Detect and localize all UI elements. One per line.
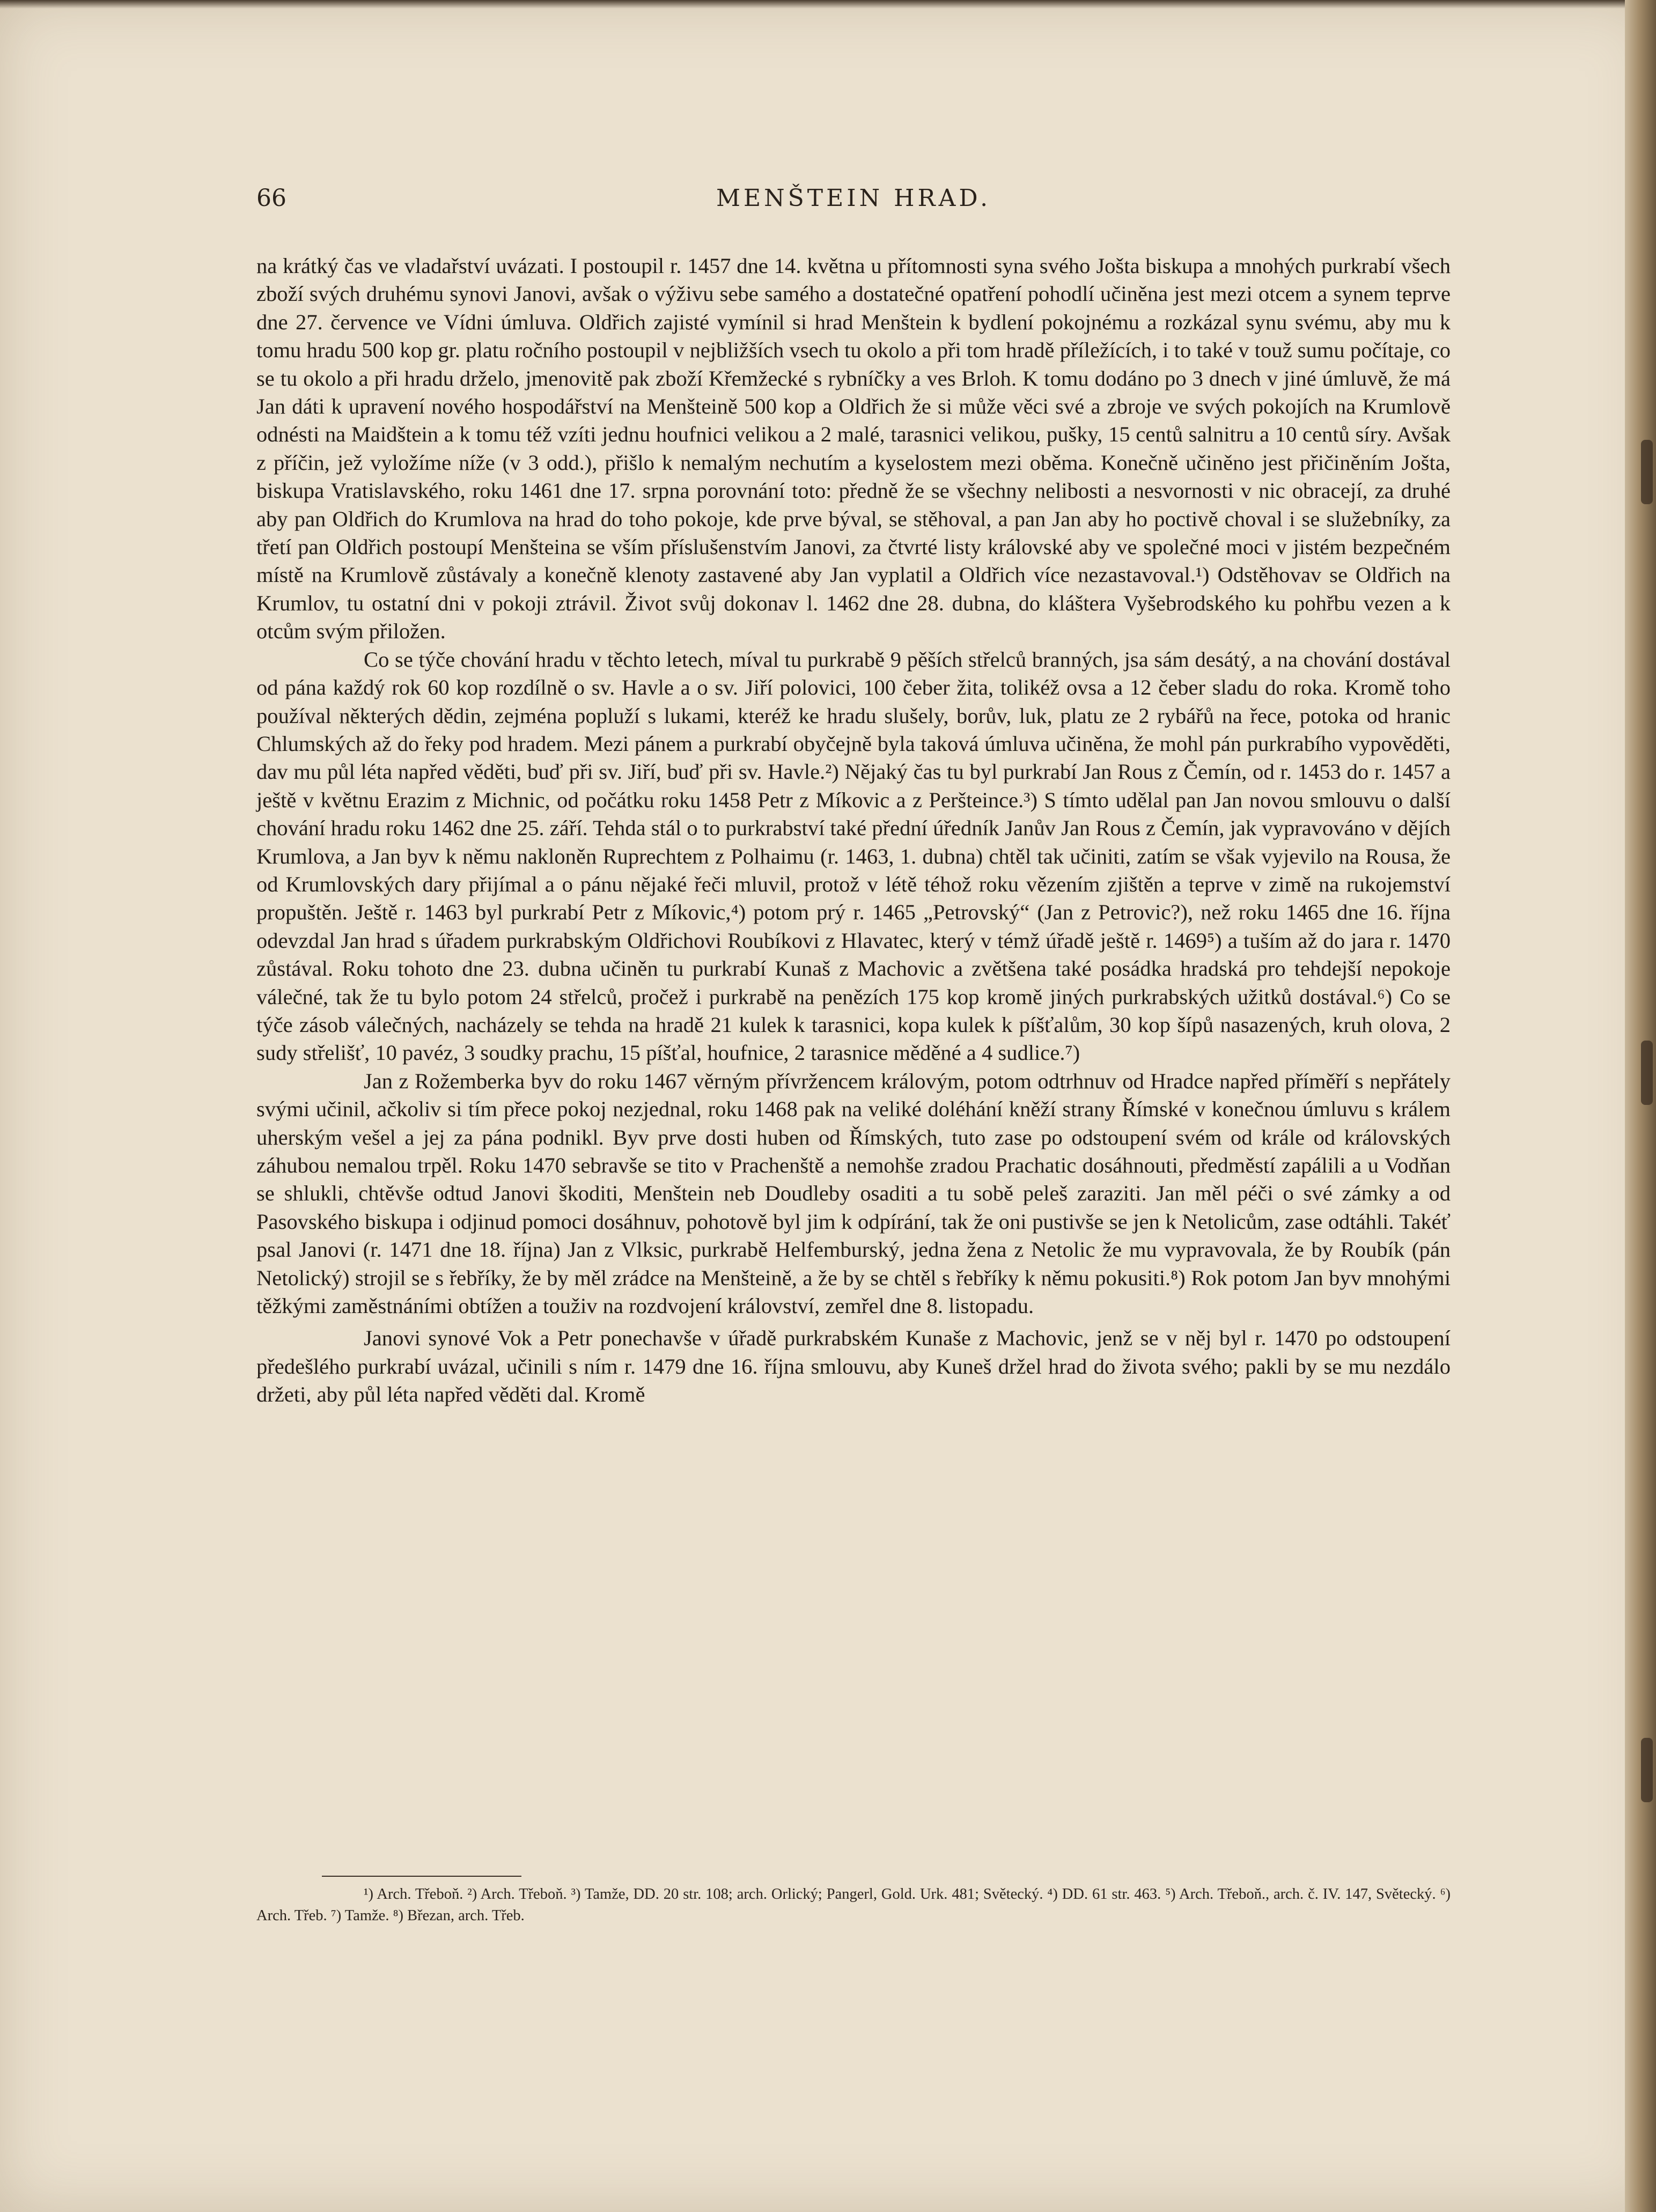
footnotes: ¹) Arch. Třeboň. ²) Arch. Třeboň. ³) Tamže, DD. 20 str. 108; arch. Orlický; Pangerl, Gold. Urk. 481; Světecký. ⁴) DD. 61 str. 463. ⁵) Arch. Třeboň., arch. č. IV. 147, Světecký. ⁶) Arch. Třeb. ⁷) Tamže. ⁸) Březan, arch. Třeb. — [256, 1886, 1451, 1924]
paragraph: na krátký čas ve vladařství uvázati. I postoupil r. 1457 dne 14. května u přítomnosti syna svého Jošta biskupa a mnohých purkrabí všech zboží svých druhému synovi Janovi, avšak o výživu sebe samého a dostatečné opatření pohodlí učiněna jest mezi otcem a synem teprve dne 27. července ve Vídni úmluva. Oldřich zajisté vymínil si hrad Menštein k bydlení pokojnému a rozkázal synu svému, aby mu k tomu hradu 500 kop gr. platu ročního postoupil v nejbližších vsech tu okolo a při tom hradě příležících, i to také v touž sumu počítaje, co se tu okolo a při hradu drželo, jmenovitě pak zboží Křemžecké s rybníčky a ves Brloh. K tomu dodáno po 3 dnech v jiné úmluvě, že má Jan dáti k upravení nového hospodářství na Menšteině 500 kop a Oldřich že si může věci své a zbroje ve svých pokojích na Krumlově odnésti na Maidštein a k tomu též vzíti jednu houfnici velikou a 2 malé, tarasnici velikou, pušky, 15 centů salnitru a 10 centů síry. Avšak z příčin, jež vyložíme níže (v 3 odd.), přišlo k nemalým nechutím a kyselostem mezi oběma. Konečně učiněno jest přičiněním Jošta, biskupa Vratislavského, roku 1461 dne 17. srpna porovnání toto: předně že se všechny nelibosti a nesvornosti v nic obracejí, za druhé aby pan Oldřich do Krumlova na hrad do toho pokoje, kde prve býval, se stěhoval, a pan Jan aby ho poctivě choval i se služebníky, za třetí pan Oldřich postoupí Menšteina se vším příslušenstvím Janovi, za čtvrté listy královské aby ve společné moci v jistém bezpečném místě na Krumlově zůstávaly a konečně klenoty zastavené aby Jan vyplatil a Oldřich více nezastavoval.¹) Odstěhovav se Oldřich na Krumlov, tu ostatní dni v pokoji ztrávil. Život svůj dokonav l. 1462 dne 28. dubna, do kláštera Vyšebrodského ku pohřbu vezen a k otcům svým přiložen. — [256, 254, 1451, 644]
paragraph: Co se týče chování hradu v těchto letech, míval tu purkrabě 9 pěších střelců branných, jsa sám desátý, a na chování dostával od pána každý rok 60 kop rozdílně o sv. Havle a o sv. Jiří polovici, 100 čeber žita, tolikéž ovsa a 12 čeber sladu do roka. Kromě toho používal některých dědin, zejména popluží s lukami, kteréž ke hradu slušely, borův, luk, platu ze 2 rybářů na řece, potoka od hranic Chlumských až do řeky pod hradem. Mezi pánem a purkrabí obyčejně byla taková úmluva učiněna, že mohl pán purkrabího vypověděti, dav mu půl léta napřed věděti, buď při sv. Jiří, buď při sv. Havle.²) Nějaký čas tu byl purkrabí Jan Rous z Čemín, od r. 1453 do r. 1457 a ještě v květnu Erazim z Michnic, od počátku roku 1458 Petr z Míkovic a z Peršteince.³) S tímto udělal pan Jan novou smlouvu o další chování hradu roku 1462 dne 25. září. Tehda stál o to purkrabství také přední úředník Janův Jan Rous z Čemín, jak vypravováno v dějích Krumlova, a Jan byv k němu nakloněn Ruprechtem z Polhaimu (r. 1463, 1. dubna) chtěl tak učiniti, zatím se však vyjevilo na Rousa, že od Krumlovských dary přijímal a o pánu nějaké řeči mluvil, protož v létě téhož roku vězením zjištěn a teprve v zimě na rukojemství propuštěn. Ještě r. 1463 byl purkrabí Petr z Míkovic,⁴) potom prý r. 1465 „Petrovský“ (Jan z Petrovic?), než roku 1465 dne 16. října odevzdal Jan hrad s úřadem purkrabským Oldřichovi Roubíkovi z Hlavatec, který v témž úřadě ještě r. 1469⁵) a tuším až do jara r. 1470 zůstával. Roku tohoto dne 23. dubna učiněn tu purkrabí Kunaš z Machovic a zvětšena také posádka hradská pro tehdejší nepokoje válečné, tak že tu bylo potom 24 střelců, pročež i purkrabě na penězích 175 kop kromě jiných purkrabských užitků dostával.⁶) Co se týče zásob válečných, nacházely se tehda na hradě 21 kulek k tarasnici, kopa kulek k píšťalům, 30 kop šípů nasazených, kruh olova, 2 sudy střelišť, 10 pavéz, 3 soudky prachu, 15 píšťal, houfnice, 2 tarasnice měděné a 4 sudlice.⁷) — [256, 647, 1451, 1065]
book-spine — [1625, 0, 1656, 2212]
footnote-divider — [322, 1876, 521, 1877]
spine-clasp-mark — [1641, 440, 1653, 504]
page-number: 66 — [256, 185, 286, 212]
body-text — [256, 252, 1451, 1409]
running-header — [256, 185, 1451, 227]
paragraph: Janovi synové Vok a Petr ponechavše v úřadě purkrabském Kunaše z Machovic, jenž se v něj byl r. 1470 po odstoupení předešlého purkrabí uvázal, učinili s ním r. 1479 dne 16. října smlouvu, aby Kuneš držel hrad do života svého; pakli by se mu nezdálo držeti, aby půl léta napřed věděti dal. Kromě — [256, 1326, 1451, 1407]
paragraph: Jan z Rožemberka byv do roku 1467 věrným přívržencem královým, potom odtrhnuv od Hradce napřed příměří s nepřátely svými učinil, ačkoliv si tím přece pokoj nezjednal, roku 1468 pak na veliké doléhání kněží strany Římské v konečnou úmluvu s králem uherským vešel a jej za pána podnikl. Byv prve dosti huben od Římských, tuto zase po odstoupení svém od krále od královských záhubou nemalou trpěl. Roku 1470 sebravše se tito v Prachenště a nemohše zradou Prachatic dosáhnouti, předměstí zapálili a u Vodňan se shlukli, chtěvše odtud Janovi škoditi, Menštein neb Doudleby osaditi a tu sobě peleš zaraziti. Jan měl péči o své zámky a od Pasovského biskupa i odjinud pomoci dosáhnuv, pohotově byl jim k odpírání, tak že oni pustivše se jen k Netolicům, zase odtáhli. Takéť psal Janovi (r. 1471 dne 18. října) Jan z Vlksic, purkrabě Helfemburský, jedna žena z Netolic že mu vypravovala, že by Roubík (pán Netolický) strojil se s řebříky, že by měl zrádce na Menšteině, a že by se chtěl s řebříky k němu pokusiti.⁸) Rok potom Jan byv mnohými těžkými zaměstnáními obtížen a touživ na rozdvojení království, zemřel dne 8. listopadu. — [256, 1068, 1451, 1318]
spine-clasp-mark — [1641, 1041, 1653, 1105]
spine-clasp-mark — [1641, 1738, 1653, 1802]
page-top-edge-shadow — [0, 0, 1656, 9]
page-title: MENŠTEIN HRAD. — [716, 185, 991, 212]
